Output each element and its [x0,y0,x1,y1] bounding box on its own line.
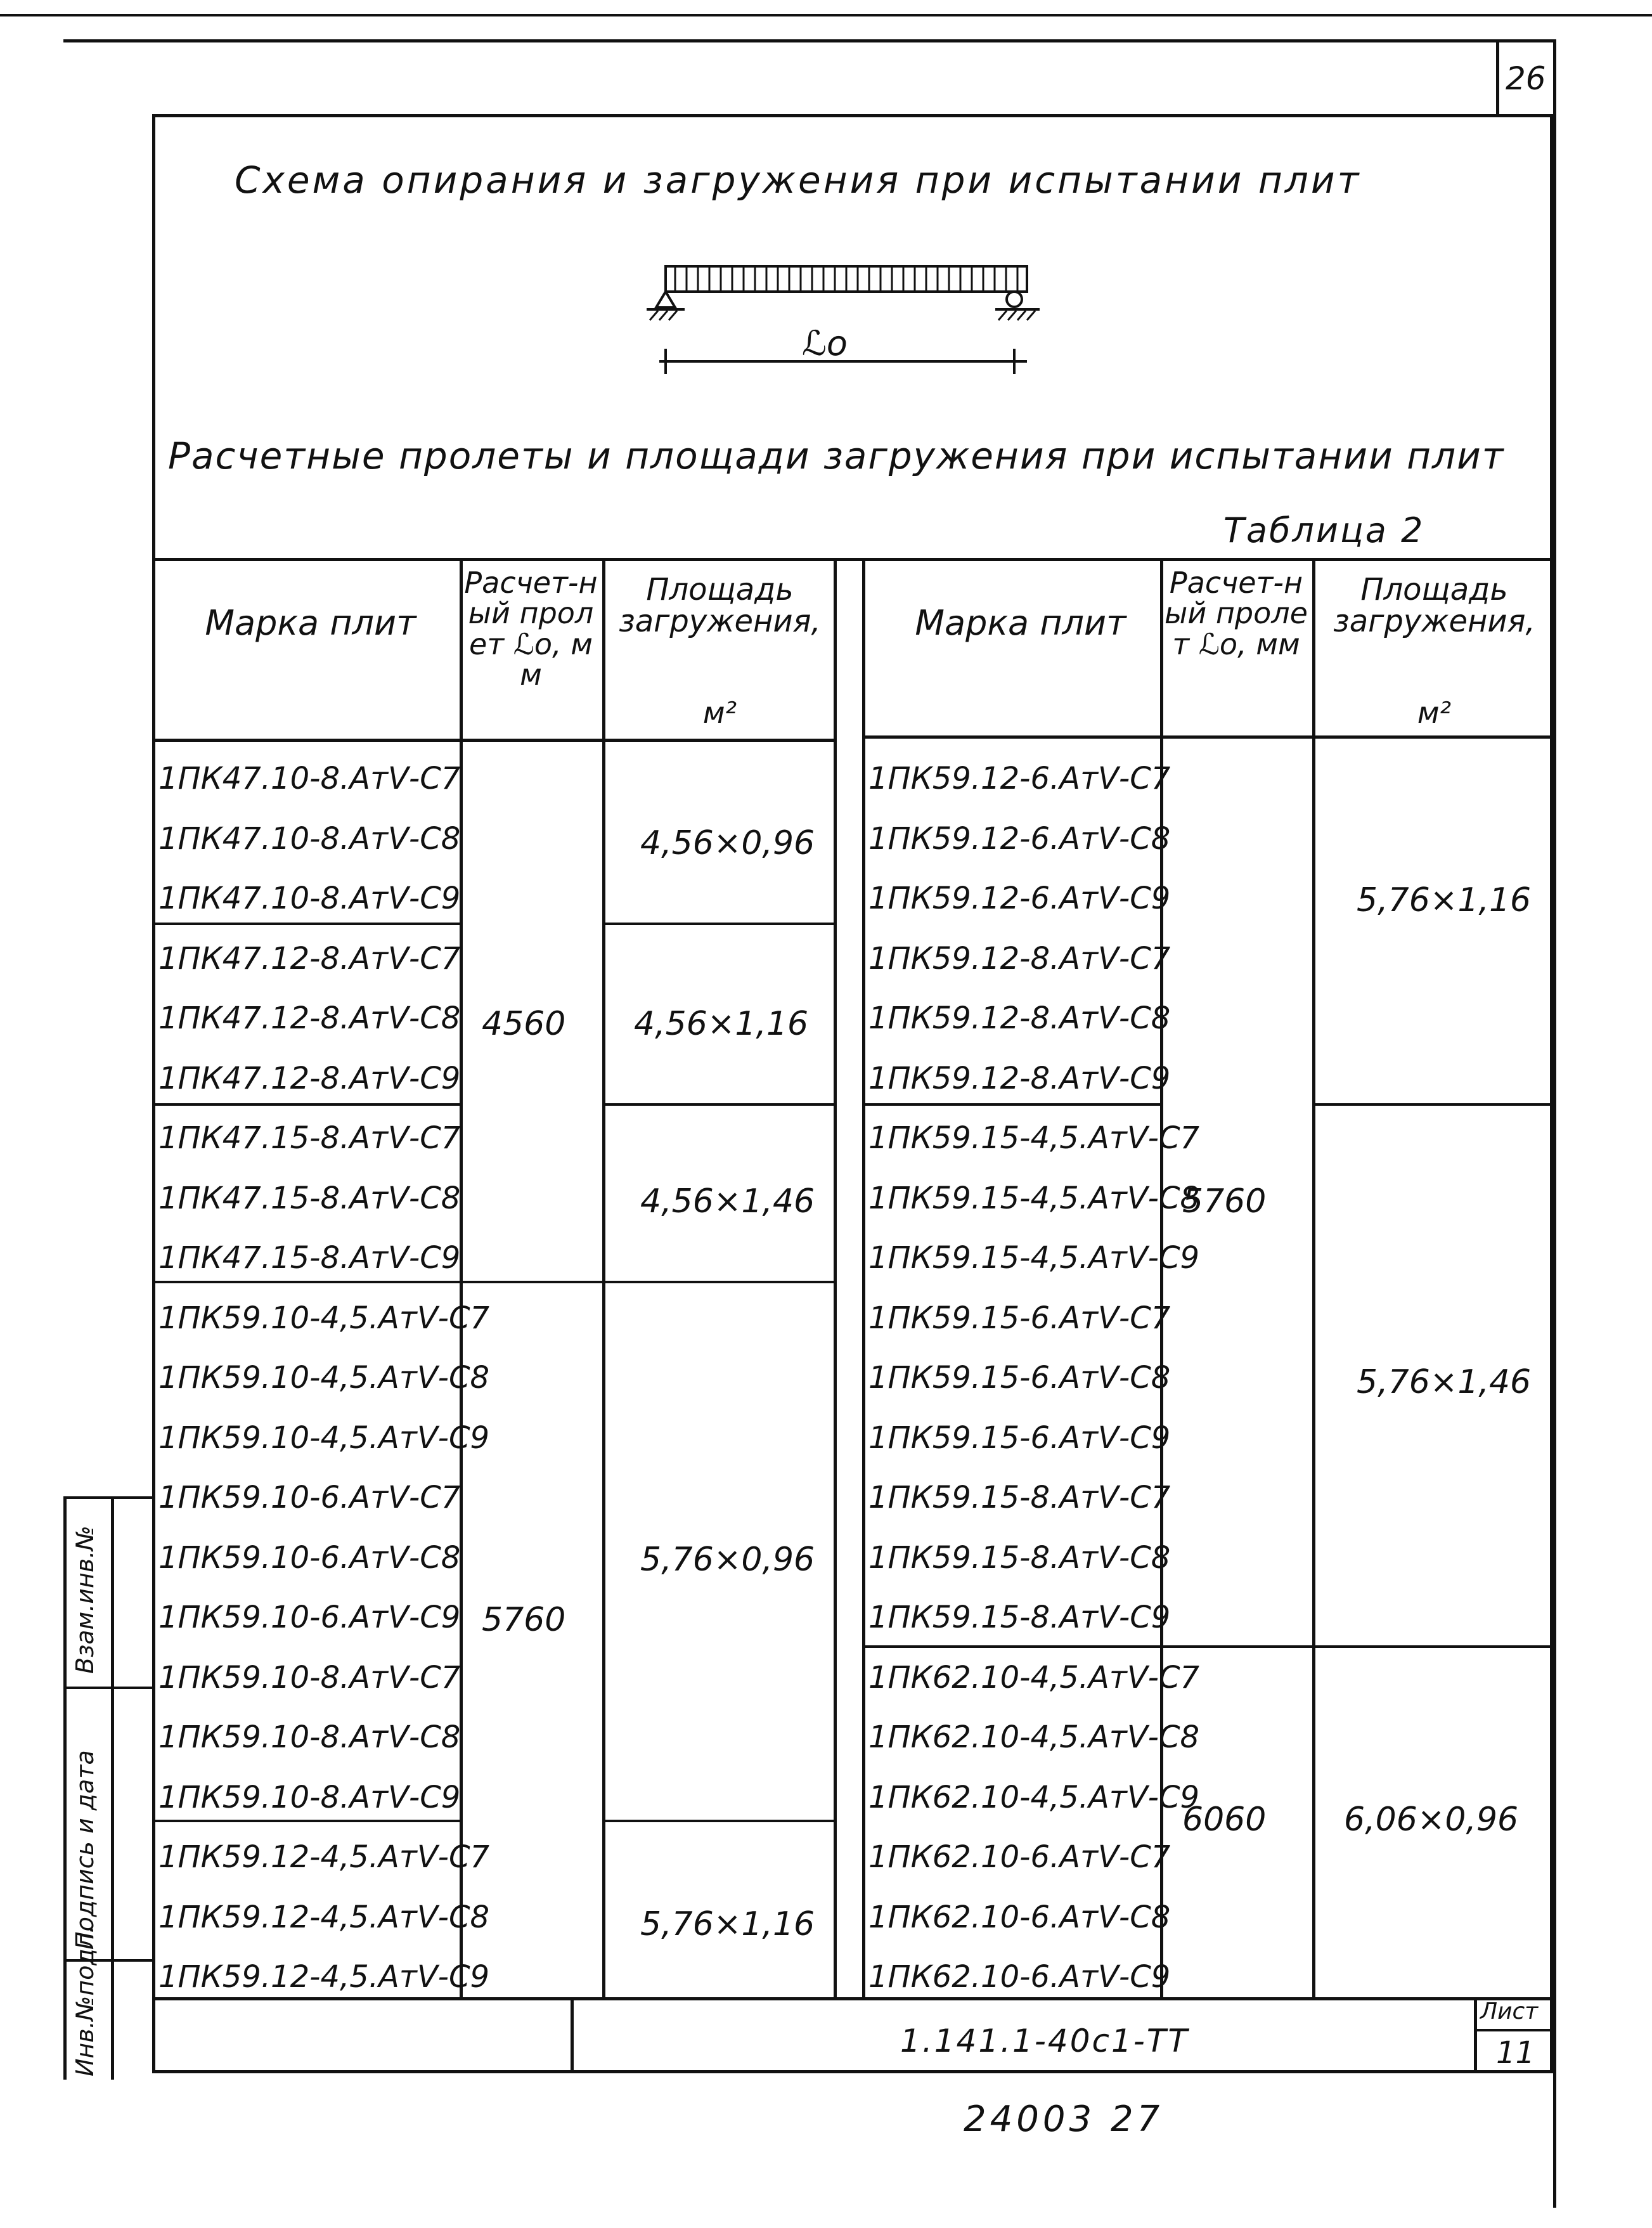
right-mark-row: 1ПК59.12-8.АтⅤ-С7 [868,940,1171,976]
right-mark-row: 1ПК59.15-8.АтⅤ-С9 [868,1600,1171,1635]
left-mark-row: 1ПК59.10-4,5.АтⅤ-С7 [158,1300,490,1336]
stamp-strip-top [63,1496,152,1499]
right-area-3: 6,06×0,96 [1344,1801,1519,1839]
sheet-box-mid [1474,2029,1553,2031]
col-line-left-2 [602,558,605,1997]
right-mark-row: 1ПК59.15-6.АтⅤ-С8 [868,1360,1171,1396]
right-mark-row: 1ПК59.15-4,5.АтⅤ-С8 [868,1180,1200,1216]
top-edge-line [0,14,1652,16]
left-mark-row: 1ПК59.10-8.АтⅤ-С7 [158,1659,461,1695]
header-area-right: Площадь загружения, [1333,572,1535,640]
span-symbol-label: ℒо [802,323,848,363]
right-area-1: 5,76×1,16 [1357,881,1532,919]
stamp-strip-inner [111,1496,114,2080]
left-mark-row: 1ПК59.12-4,5.АтⅤ-С9 [158,1959,490,1995]
right-mark-row: 1ПК62.10-6.АтⅤ-С9 [868,1959,1171,1995]
col-line-right-2 [1312,558,1315,1997]
col-line-left-3 [834,558,837,1997]
loading-scheme-diagram [647,260,1059,387]
right-margin-line [1553,39,1556,2208]
right-mark-row: 1ПК59.15-8.АтⅤ-С7 [868,1480,1171,1515]
header-mark-left: Марка плит [205,603,416,643]
left-mark-row: 1ПК47.15-8.АтⅤ-С7 [158,1120,461,1156]
left-span-5760: 5760 [482,1601,566,1639]
left-mark-row: 1ПК47.12-8.АтⅤ-С7 [158,940,461,976]
sheet-number: 11 [1496,2035,1535,2071]
left-mark-row: 1ПК47.10-8.АтⅤ-С9 [158,881,461,916]
corner-box-divider [1496,39,1499,115]
left-mark-row: 1ПК47.15-8.АтⅤ-С9 [158,1240,461,1276]
stamp-inv-no: Инв.№подл. [71,1925,99,2076]
document-code: 1.141.1-40с1-ТТ [900,2023,1189,2059]
right-mark-row: 1ПК59.12-8.АтⅤ-С8 [868,1001,1171,1036]
right-mark-row: 1ПК62.10-4,5.АтⅤ-С8 [868,1720,1200,1755]
right-mark-row: 1ПК59.15-4,5.АтⅤ-С9 [868,1240,1200,1276]
header-area-unit-right: м² [1417,696,1452,730]
left-mark-row: 1ПК47.12-8.АтⅤ-С8 [158,1001,461,1036]
left-group-sep-1-area [602,923,837,925]
left-mark-row: 1ПК47.10-8.АтⅤ-С7 [158,761,461,796]
right-mark-row: 1ПК59.15-8.АтⅤ-С8 [868,1539,1171,1576]
sheet-corner-number: 26 [1506,60,1546,97]
left-mark-row: 1ПК47.15-8.АтⅤ-С8 [158,1180,461,1216]
sheet-box-left [1474,1997,1477,2073]
left-group-sep-2-area [602,1103,837,1106]
left-area-4: 5,76×0,96 [640,1541,815,1579]
left-group-sep-4 [152,1820,463,1822]
left-mark-row: 1ПК59.10-6.АтⅤ-С8 [158,1539,461,1576]
left-group-sep-1 [152,923,463,925]
header-area-unit-left: м² [702,696,737,730]
right-group-sep-1 [862,1103,1163,1106]
bottom-archive-number: 24003 27 [964,2099,1164,2140]
left-group-sep-4-area [602,1820,837,1822]
stamp-strip-sep-1 [63,1687,152,1689]
left-mark-row: 1ПК47.10-8.АтⅤ-С8 [158,820,461,857]
left-mark-row: 1ПК59.10-4,5.АтⅤ-С8 [158,1360,490,1396]
left-mark-row: 1ПК59.10-6.АтⅤ-С9 [158,1600,461,1635]
sheet-label: Лист [1480,1998,1539,2024]
title-block-divider [571,1997,574,2073]
right-mark-row: 1ПК62.10-6.АтⅤ-С7 [868,1839,1171,1875]
left-area-5: 5,76×1,16 [640,1905,815,1943]
right-mark-row: 1ПК59.15-6.АтⅤ-С9 [868,1420,1171,1456]
left-group-sep-3 [152,1281,837,1283]
left-span-4560: 4560 [482,1005,566,1043]
left-mark-row: 1ПК59.12-4,5.АтⅤ-С8 [158,1899,490,1935]
right-mark-row: 1ПК59.12-6.АтⅤ-С8 [868,820,1171,857]
header-area-left: Площадь загружения, [619,572,821,640]
right-group-sep-1-area [1312,1103,1553,1106]
right-mark-row: 1ПК59.15-6.АтⅤ-С7 [868,1300,1171,1336]
left-mark-row: 1ПК59.12-4,5.АтⅤ-С7 [158,1839,490,1875]
left-mark-row: 1ПК59.10-4,5.АтⅤ-С9 [158,1420,490,1456]
header-span-left: Расчет-ный пролет ℒо, мм [464,566,598,692]
right-mark-row: 1ПК62.10-4,5.АтⅤ-С9 [868,1779,1200,1815]
left-group-sep-2 [152,1103,463,1106]
left-area-2: 4,56×1,16 [634,1005,809,1043]
right-mark-row: 1ПК59.12-6.АтⅤ-С9 [868,881,1171,916]
left-mark-row: 1ПК59.10-8.АтⅤ-С9 [158,1779,461,1815]
stamp-signature-date: Подпись и дата [71,1750,99,1950]
table-number: Таблица 2 [1223,510,1425,550]
table-header-bottom-left [152,739,834,742]
stamp-strip-outer [63,1496,67,2080]
table-title: Расчетные пролеты и площади загружения при испытании плит [168,434,1505,477]
right-mark-row: 1ПК59.12-6.АтⅤ-С7 [868,761,1171,796]
left-mark-row: 1ПК47.12-8.АтⅤ-С9 [158,1060,461,1096]
table-header-bottom-right [862,735,1553,739]
right-mark-row: 1ПК62.10-4,5.АтⅤ-С7 [868,1659,1200,1695]
right-span-6060: 6060 [1182,1801,1267,1839]
right-mark-row: 1ПК62.10-6.АтⅤ-С8 [868,1899,1171,1935]
left-area-3: 4,56×1,46 [640,1182,815,1221]
header-span-right: Расчет-ный пролет ℒо, мм [1165,566,1308,661]
right-span-5760: 5760 [1182,1182,1267,1221]
right-group-sep-2 [862,1645,1553,1648]
top-border-line [63,39,1553,42]
left-mark-row: 1ПК59.10-6.АтⅤ-С7 [158,1480,461,1515]
right-area-2: 5,76×1,46 [1357,1363,1532,1401]
left-area-1: 4,56×0,96 [640,824,815,862]
table-top-line [152,558,1553,561]
scheme-title: Схема опирания и загружения при испытании плит [235,159,1362,202]
left-mark-row: 1ПК59.10-8.АтⅤ-С8 [158,1720,461,1755]
right-mark-row: 1ПК59.12-8.АтⅤ-С9 [868,1060,1171,1096]
table-bottom-line [152,1997,1553,2000]
stamp-replace-inv-no: Взам.инв.№ [71,1525,99,1674]
right-mark-row: 1ПК59.15-4,5.АтⅤ-С7 [868,1120,1200,1156]
col-line-right-0 [862,558,865,1997]
header-mark-right: Марка плит [915,603,1126,643]
